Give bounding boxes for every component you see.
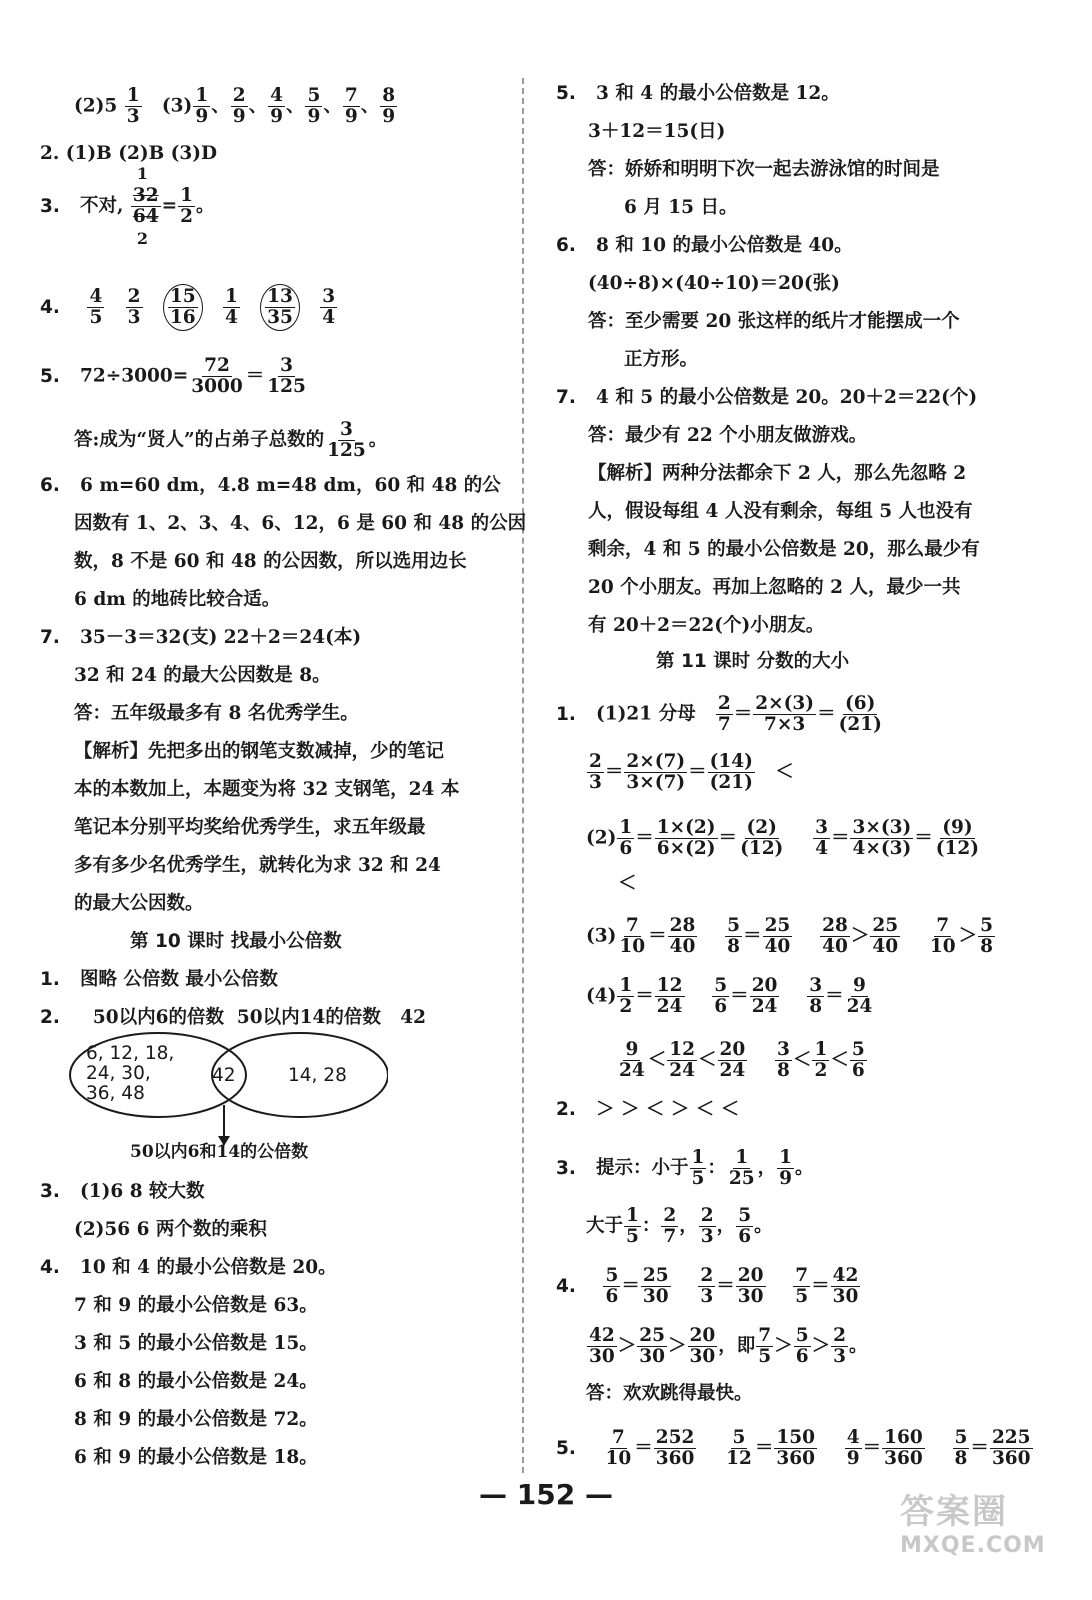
left-line-1: (2)5 $\frac{1}{3}$ (3) $\frac{1}{9}$ 、 $\frac{2}{9}$ 、 $\frac{4}{9}$ 、 $\frac{5}{9}$ 、 $\frac{7}{9}$ 、 $\frac{8}{9}$ bbox=[74, 85, 396, 127]
right-q7-a: 7. 4 和 5 的最小公倍数是 20。20＋2＝22(个) bbox=[556, 387, 978, 408]
left-q3: 3. 不对, 1 32 64 2 = $\frac{1}{2}$ 。 bbox=[40, 164, 215, 248]
right-t1-f: $\frac{9}{24}$ ＜ $\frac{12}{24}$ ＜ $\frac{20}{24}$ $\frac{3}{8}$ ＜ $\frac{1}{2}$ ＜ $\frac{5}{6}$ bbox=[619, 1039, 865, 1081]
right-t3-b: 大于 $\frac{1}{5}$ ： $\frac{2}{7}$ ， $\frac{2}{3}$ ， $\frac{5}{6}$ 。 bbox=[586, 1205, 773, 1247]
right-q6-d: 正方形。 bbox=[624, 349, 699, 370]
left-s4-d: 6 和 8 的最小公倍数是 24。 bbox=[74, 1371, 318, 1392]
right-t4-a: 4. $\frac{5}{6}$ ＝ $\frac{25}{30}$ $\frac{2}{3}$ ＝ $\frac{20}{30}$ $\frac{7}{5}$ ＝ $\frac{42}{30}$ bbox=[556, 1265, 859, 1307]
right-q5-d: 6 月 15 日。 bbox=[624, 197, 738, 218]
right-t4-b: $\frac{42}{30}$ ＞ $\frac{25}{30}$ ＞ $\frac{20}{30}$ ，即 $\frac{7}{5}$ ＞ $\frac{5}{6}$ ＞ $\frac{2}{3}$ 。 bbox=[589, 1325, 868, 1367]
cancelled-fraction: 1 32 64 2 bbox=[132, 164, 159, 248]
venn-caption: 50以内6和14的公倍数 bbox=[130, 1142, 309, 1162]
right-q5-a: 5. 3 和 4 的最小公倍数是 12。 bbox=[556, 83, 840, 104]
right-t1-c: (2) $\frac{1}{6}$ ＝ $\frac{1\times(2)}{6\times(2)}$ ＝ $\frac{(2)}{(12)}$ $\frac{3}{4}$ ＝ $\frac{3\times(3)}{4\times(3)}$ ＝ $\frac{(9)}{(12)}$ bbox=[586, 817, 980, 859]
watermark-logo-text: 答案圈 bbox=[900, 1492, 1008, 1532]
circled-fraction: $\frac{13}{35}$ bbox=[260, 284, 300, 331]
left-q7-e: 本的本数加上，本题变为将 32 支钢笔，24 本 bbox=[74, 779, 460, 800]
right-t1-e: (4) $\frac{1}{2}$ ＝ $\frac{12}{24}$ $\frac{5}{6}$ ＝ $\frac{20}{24}$ $\frac{3}{8}$ ＝ $\frac{9}{24}$ bbox=[586, 975, 873, 1017]
fraction: $\frac{1}{3}$ bbox=[126, 85, 140, 127]
left-q7-h: 的最大公因数。 bbox=[74, 893, 204, 914]
circled-fraction: $\frac{15}{16}$ bbox=[163, 284, 203, 331]
left-s4-b: 7 和 9 的最小公倍数是 63。 bbox=[74, 1295, 318, 1316]
right-q7-d: 人，假设每组 4 人没有剩余，每组 5 人也没有 bbox=[588, 501, 973, 522]
left-s4-e: 8 和 9 的最小公倍数是 72。 bbox=[74, 1409, 318, 1430]
left-q7-d: 【解析】先把多出的钢笔支数减掉，少的笔记 bbox=[74, 741, 445, 762]
right-t1-d: (3) $\frac{7}{10}$ ＝ $\frac{28}{40}$ $\frac{5}{8}$ ＝ $\frac{25}{40}$ $\frac{28}{40}$ ＞ $\frac{25}{40}$ $\frac{7}{10}$ ＞ $\frac{5}{8}$ bbox=[586, 915, 993, 957]
left-q7-f: 笔记本分别平均奖给优秀学生，求五年级最 bbox=[74, 817, 426, 838]
page-number: — 152 — bbox=[479, 1478, 613, 1511]
column-divider bbox=[522, 78, 524, 1473]
section-heading-11: 第 11 课时 分数的大小 bbox=[656, 651, 850, 672]
right-t4-answer: 答：欢欢跳得最快。 bbox=[586, 1383, 753, 1404]
left-s3-b: (2)56 6 两个数的乘积 bbox=[74, 1219, 267, 1240]
right-t3-a: 3. 提示：小于 $\frac{1}{5}$ ： $\frac{1}{25}$ ， $\frac{1}{9}$ 。 bbox=[556, 1147, 814, 1189]
left-q5-answer: 答:成为“贤人”的占弟子总数的 $\frac{3}{125}$ 。 bbox=[74, 419, 388, 461]
right-q7-g: 有 20＋2＝22(个)小朋友。 bbox=[588, 615, 825, 636]
left-s3-a: 3. (1)6 8 较大数 bbox=[40, 1181, 205, 1202]
item-3: (3) bbox=[161, 95, 193, 117]
left-q6-b: 因数有 1、2、3、4、6、12，6 是 60 和 48 的公因 bbox=[74, 513, 527, 534]
venn-intersection: 42 bbox=[212, 1065, 236, 1086]
right-t2: 2. ＞ ＞ ＜ ＞ ＜ ＜ bbox=[556, 1099, 740, 1120]
right-t1-b: $\frac{2}{3}$ ＝ $\frac{2\times(7)}{3\times(7)}$ ＝ $\frac{(14)}{(21)}$ ＜ bbox=[589, 751, 794, 793]
right-q7-c: 【解析】两种分法都余下 2 人，那么先忽略 2 bbox=[588, 463, 967, 484]
left-q7-b: 32 和 24 的最大公因数是 8。 bbox=[74, 665, 331, 686]
left-q2: 2. (1)B (2)B (3)D bbox=[40, 143, 218, 164]
watermark bbox=[900, 1484, 1060, 1574]
left-q7-a: 7. 35－3＝32(支) 22＋2＝24(本) bbox=[40, 627, 362, 648]
left-s2: 2. 50以内6的倍数 50以内14的倍数 42 bbox=[40, 1007, 426, 1028]
section-heading-10: 第 10 课时 找最小公倍数 bbox=[130, 931, 342, 952]
left-q7-g: 多有多少名优秀学生，就转化为求 32 和 24 bbox=[74, 855, 441, 876]
right-q7-f: 20 个小朋友。再加上忽略的 2 人，最少一共 bbox=[588, 577, 961, 598]
left-s4-f: 6 和 9 的最小公倍数是 18。 bbox=[74, 1447, 318, 1468]
right-q7-b: 答：最少有 22 个小朋友做游戏。 bbox=[588, 425, 868, 446]
left-q6-a: 6. 6 m=60 dm，4.8 m=48 dm，60 和 48 的公 bbox=[40, 475, 501, 496]
item-2-5: (2)5 bbox=[74, 95, 118, 117]
right-t5: 5. $\frac{7}{10}$ ＝ $\frac{252}{360}$ $\frac{5}{12}$ ＝ $\frac{150}{360}$ $\frac{4}{9}$ ＝ $\frac{160}{360}$ $\frac{5}{8}$ ＝ $\frac{225}{360}$ bbox=[556, 1427, 1031, 1469]
venn-right-set: 14, 28 bbox=[288, 1065, 347, 1086]
right-q7-e: 剩余，4 和 5 的最小公倍数是 20，那么最少有 bbox=[588, 539, 980, 560]
left-q6-d: 6 dm 的地砖比较合适。 bbox=[74, 589, 281, 610]
right-q5-b: 3＋12＝15(日) bbox=[588, 121, 726, 142]
right-q6-a: 6. 8 和 10 的最小公倍数是 40。 bbox=[556, 235, 853, 256]
left-s1: 1. 图略 公倍数 最小公倍数 bbox=[40, 969, 278, 990]
left-s4-a: 4. 10 和 4 的最小公倍数是 20。 bbox=[40, 1257, 337, 1278]
left-q5: 5. 72÷3000= $\frac{72}{3000}$ ＝ $\frac{3}{125}$ bbox=[40, 355, 306, 397]
venn-left-set: 6, 12, 18, 24, 30, 36, 48 bbox=[86, 1043, 175, 1104]
left-s4-c: 3 和 5 的最小公倍数是 15。 bbox=[74, 1333, 318, 1354]
left-q7-c: 答：五年级最多有 8 名优秀学生。 bbox=[74, 703, 359, 724]
right-t1-a: 1. (1)21 分母 $\frac{2}{7}$ ＝ $\frac{2\times(3)}{7\times 3}$ ＝ $\frac{(6)}{(21)}$ bbox=[556, 693, 882, 735]
left-q6-c: 数，8 不是 60 和 48 的公因数，所以选用边长 bbox=[74, 551, 467, 572]
right-q5-c: 答：娇娇和明明下次一起去游泳馆的时间是 bbox=[588, 159, 940, 180]
right-q6-c: 答：至少需要 20 张这样的纸片才能摆成一个 bbox=[588, 311, 960, 332]
left-q4: 4. $\frac{4}{5}$ $\frac{2}{3}$ $\frac{15}{16}$ $\frac{1}{4}$ $\frac{13}{35}$ $\frac{3}{4}$ bbox=[40, 284, 338, 331]
right-t1-lt: ＜ bbox=[618, 873, 637, 894]
watermark-url: MXQE.COM bbox=[900, 1533, 1046, 1558]
right-q6-b: (40÷8)×(40÷10)＝20(张) bbox=[588, 273, 840, 294]
